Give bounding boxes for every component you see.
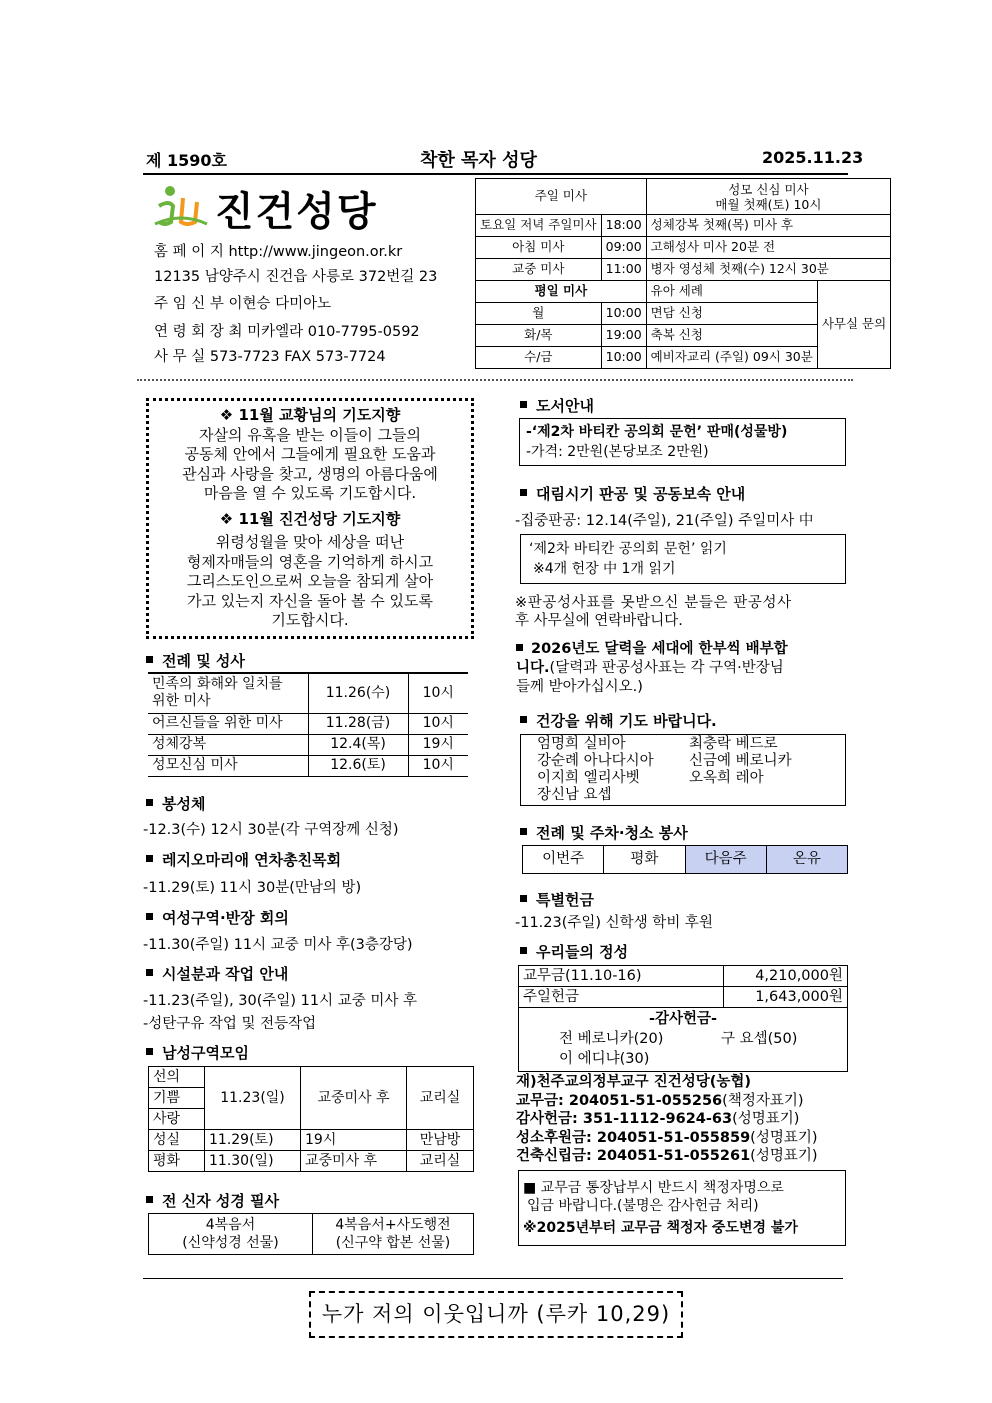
- bank-account: 건축신립금: 204051-51-055261: [516, 1148, 751, 1165]
- calendar-line-lead: 니다.: [516, 660, 550, 676]
- books-box: [519, 418, 846, 466]
- finance-title: 우리들의 정성: [536, 943, 629, 961]
- bullet-square-icon: [520, 716, 527, 723]
- weekday-row-time: 19:00: [601, 325, 646, 347]
- mass-row-note: 병자 영성체 첫째(수) 12시 30분: [646, 259, 891, 281]
- confirm-mass-cell: [646, 179, 891, 215]
- finance-heading: [520, 941, 628, 962]
- calendar-line: [516, 640, 788, 659]
- liturgy-name-cell: [148, 673, 308, 713]
- eucharist-title: 봉성체: [162, 795, 206, 813]
- prayer-line: 형제자매들의 영혼을 기억하게 하시고: [186, 552, 434, 571]
- prayer-intention-box: [146, 398, 474, 639]
- finance-amount: 1,643,000원: [724, 987, 848, 1008]
- health-name: 최충락 베드로: [689, 736, 778, 752]
- bullet-square-icon: [146, 799, 153, 806]
- liturgy-name: 어르신들을 위한 미사: [148, 713, 308, 734]
- weekday-row-note: 축복 신청: [646, 325, 817, 347]
- prayer-title-parish: ❖ 11월 진건성당 기도지향: [219, 509, 401, 528]
- finance-label: 주일헌금: [519, 987, 724, 1008]
- footer-rule: [143, 1278, 843, 1279]
- legio-text: -11.29(토) 11시 30분(만남의 방): [143, 880, 362, 896]
- bank-line: [516, 1092, 818, 1111]
- bank-account-note: (책정자표기): [722, 1092, 804, 1109]
- women-title: 여성구역·반장 회의: [162, 909, 289, 927]
- service-cell: 평화: [604, 846, 685, 874]
- mass-row-name: 토요일 저녁 주일미사: [476, 215, 602, 237]
- thanks-name: 전 베로니카(20): [559, 1031, 664, 1047]
- health-title: 건강을 위해 기도 바랍니다.: [536, 712, 717, 730]
- women-text: -11.30(주일) 11시 교중 미사 후(3층강당): [143, 937, 413, 953]
- service-cell: 온유: [766, 846, 847, 874]
- bank-account: 교무금: 204051-51-055256: [516, 1092, 723, 1109]
- office-phone: 사 무 실 573-7723 FAX 573-7724: [154, 349, 386, 365]
- finance-table: [518, 965, 848, 1072]
- bank-info: [516, 1073, 818, 1166]
- mass-row-note: 성체강복 첫째(목) 미사 후: [646, 215, 891, 237]
- bullet-square-icon: [146, 656, 153, 663]
- health-row: [537, 736, 829, 753]
- facility-heading: [146, 963, 288, 984]
- liturgy-table: [148, 672, 468, 777]
- office-inquiry: 사무실 문의: [817, 281, 890, 369]
- calendar-line: [516, 659, 788, 678]
- notice-line: ※2025년부터 교무금 책정자 중도변경 불가: [523, 1220, 798, 1236]
- liturgy-name-cont: 위한 미사: [152, 693, 211, 710]
- liturgy-title: 전례 및 성사: [162, 652, 245, 670]
- calendar-line: 들께 받아가십시오.): [516, 679, 643, 695]
- health-name: 강순례 아나다시아: [537, 753, 654, 769]
- legio-title: 레지오마리애 연차총친목회: [162, 851, 342, 869]
- sunday-mass-title: 주일 미사: [476, 179, 647, 215]
- facility-title: 시설분과 작업 안내: [162, 965, 289, 983]
- health-row: [537, 787, 829, 804]
- prayer-line: 공동체 안에서 그들에게 필요한 도움과: [184, 445, 436, 463]
- health-row: [537, 753, 829, 770]
- finance-amount: 4,210,000원: [724, 966, 848, 987]
- parish-logo-icon: [153, 184, 209, 228]
- group-name: 기쁨: [149, 1088, 205, 1109]
- mass-row-name: 아침 미사: [476, 237, 602, 259]
- thanks-name: 구 요셉(50): [721, 1031, 798, 1047]
- bullet-square-icon: [146, 1048, 153, 1055]
- group-name: 사랑: [149, 1109, 205, 1130]
- prayer-line: 관심과 사랑을 찾고, 생명의 아름다움에: [182, 464, 438, 483]
- books-line: [526, 422, 839, 442]
- pastor: 주 임 신 부 이현승 다미아노: [154, 296, 332, 312]
- notice-line: 입금 바랍니다.(불명은 감사헌금 처리): [527, 1198, 759, 1214]
- mass-row-time: 11:00: [601, 259, 646, 281]
- homepage: 홈 페 이 지 http://www.jingeon.or.kr: [154, 244, 403, 260]
- issue-date: 2025.11.23: [762, 148, 864, 167]
- service-cell: 다음주: [685, 846, 766, 874]
- special-offering-title: 특별헌금: [536, 891, 594, 909]
- bullet-square-icon: [516, 644, 523, 651]
- group-time: 교중미사 후: [301, 1067, 407, 1130]
- weekday-row-time: 10:00: [601, 347, 646, 369]
- council-head: 연 령 회 장 최 미카엘라 010-7795-0592: [154, 324, 420, 340]
- group-date: 11.30(일): [205, 1151, 301, 1172]
- service-cell: 이번주: [523, 846, 604, 874]
- service-title: 전례 및 주차·청소 봉사: [536, 824, 688, 842]
- advent-line: -집중판공: 12.14(주일), 21(주일) 주일미사 中: [515, 513, 814, 529]
- liturgy-date: 11.26(수): [308, 673, 408, 713]
- men-title: 남성구역모임: [162, 1044, 249, 1062]
- group-time: 교중미사 후: [301, 1151, 407, 1172]
- health-name: 엄명희 실비아: [537, 736, 626, 752]
- advent-note: ※판공성사표를 못받으신 분들은 판공성사: [515, 595, 792, 611]
- mass-row-time: 18:00: [601, 215, 646, 237]
- bank-account-note: (성명표기): [750, 1148, 818, 1165]
- bible-title: 전 신자 성경 필사: [162, 1192, 280, 1210]
- legio-heading: [146, 849, 341, 870]
- advent-box-line: ※4개 헌장 中 1개 읽기: [533, 561, 676, 577]
- mass-row-name: 교중 미사: [476, 259, 602, 281]
- section-divider: [137, 379, 853, 381]
- advent-title: 대림시기 판공 및 공동보속 안내: [536, 485, 746, 503]
- gospel-verse-box: [309, 1291, 683, 1338]
- bank-account-note: (성명표기): [750, 1129, 818, 1146]
- liturgy-date: 12.6(토): [308, 755, 408, 776]
- calendar-line-text: 2026년도 달력을 세대에 한부씩 배부합: [531, 641, 788, 657]
- men-heading: [146, 1042, 249, 1063]
- group-date: 11.29(토): [205, 1130, 301, 1151]
- group-place: 만남방: [407, 1130, 474, 1151]
- mass-row-time: 09:00: [601, 237, 646, 259]
- bible-option-label: 4복음서+사도행전: [335, 1216, 451, 1233]
- prayer-line: 위령성월을 맞아 세상을 떠난: [215, 533, 405, 551]
- group-date: 11.23(일): [205, 1067, 301, 1130]
- thanks-title: -감사헌금-: [648, 1011, 718, 1027]
- liturgy-name: 성체강복: [148, 734, 308, 755]
- eucharist-heading: [146, 793, 205, 814]
- thanks-row: [523, 1029, 843, 1049]
- service-table: [522, 845, 848, 874]
- bank-title: 재)천주교의정부교구 진건성당(농협): [516, 1074, 752, 1090]
- group-name: 선의: [149, 1067, 205, 1088]
- bank-line: [516, 1110, 818, 1129]
- prayer-line: 기도합시다.: [271, 611, 349, 629]
- confirm-mass-sub: 매월 첫째(토) 10시: [715, 196, 822, 212]
- prayer-line: 가고 있는지 자신을 돌아 볼 수 있도록: [187, 591, 433, 610]
- bullet-square-icon: [520, 895, 527, 902]
- liturgy-name: 민족의 화해와 일치를: [152, 676, 283, 693]
- bible-option-gift: (신약성경 선물): [182, 1235, 279, 1251]
- books-line: -가격: 2만원(본당보조 2만원): [526, 444, 709, 460]
- parish-motto: 착한 목자 성당: [420, 150, 537, 171]
- bank-account: 성소후원금: 204051-51-055859: [516, 1129, 751, 1146]
- weekday-row-day: 화/목: [476, 325, 602, 347]
- bible-option-2: [313, 1214, 474, 1255]
- books-title: 도서안내: [536, 397, 594, 415]
- group-place: 교리실: [407, 1151, 474, 1172]
- weekday-row-note: 면담 신청: [646, 303, 817, 325]
- bible-option-gift: (신구약 합본 선물): [335, 1235, 451, 1251]
- health-name: 신금예 베로니카: [689, 753, 792, 769]
- mass-row-note: 고해성사 미사 20분 전: [646, 237, 891, 259]
- thanks-offering-cell: [519, 1008, 848, 1072]
- liturgy-date: 12.4(목): [308, 734, 408, 755]
- address: 12135 남양주시 진건읍 사릉로 372번길 23: [154, 269, 438, 285]
- group-time: 19시: [301, 1130, 407, 1151]
- prayer-title-pope: ❖ 11월 교황님의 기도지향: [219, 406, 401, 424]
- issue-number: 제 1590호: [146, 151, 228, 170]
- bullet-square-icon: [520, 828, 527, 835]
- prayer-line: 그리스도인으로써 오늘을 참되게 살아: [186, 572, 434, 590]
- books-heading: [520, 395, 594, 416]
- header-rule: [143, 173, 848, 175]
- bullet-square-icon: [146, 855, 153, 862]
- mass-schedule-table: [475, 178, 891, 369]
- bullet-square-icon: [520, 947, 527, 954]
- notice-line: ■ 교무금 통장납부시 반드시 책정자명으로: [523, 1180, 784, 1196]
- weekday-mass-title: 평일 미사: [476, 281, 647, 303]
- calendar-line-note: (달력과 판공성사표는 각 구역·반장님: [549, 660, 784, 676]
- health-heading: [520, 710, 717, 731]
- bank-line: [516, 1129, 818, 1148]
- parish-name: 진건성당: [215, 189, 378, 235]
- special-offering-heading: [520, 889, 594, 910]
- bank-account-note: (성명표기): [732, 1111, 800, 1128]
- prayer-line: 자살의 유혹을 받는 이들이 그들의: [199, 425, 421, 444]
- group-name: 평화: [149, 1151, 205, 1172]
- bullet-square-icon: [146, 969, 153, 976]
- bible-heading: [146, 1190, 279, 1211]
- group-name: 성실: [149, 1130, 205, 1151]
- bible-option-1: [149, 1214, 313, 1255]
- facility-line: -11.23(주일), 30(주일) 11시 교중 미사 후: [143, 993, 417, 1009]
- bullet-square-icon: [520, 401, 527, 408]
- weekday-row-note: 예비자교리 (주일) 09시 30분: [646, 347, 817, 369]
- health-row: [537, 770, 829, 787]
- health-name: 장신남 요셉: [537, 787, 612, 803]
- advent-box: [520, 534, 846, 584]
- women-heading: [146, 907, 289, 928]
- liturgy-name: 성모신심 미사: [148, 755, 308, 776]
- men-group-table: [148, 1066, 474, 1172]
- advent-heading: [520, 483, 745, 504]
- books-line-text: -‘제2차 바티칸 공의회 문헌’ 판매(성물방): [526, 424, 788, 440]
- liturgy-heading: [146, 650, 245, 671]
- thanks-name: 이 에디냐(30): [559, 1051, 650, 1067]
- bullet-square-icon: [146, 913, 153, 920]
- bullet-square-icon: [146, 1196, 153, 1203]
- advent-box-line: ‘제2차 바티칸 공의회 문헌’ 읽기: [529, 541, 727, 557]
- health-name: 이지희 엘리사벳: [537, 770, 640, 786]
- gospel-verse: 누가 저의 이웃입니까 (루카 10,29): [321, 1302, 671, 1326]
- confirm-mass-title: 성모 신심 미사: [728, 181, 809, 197]
- bullet-square-icon: [520, 489, 527, 496]
- liturgy-date: 11.28(금): [308, 713, 408, 734]
- thanks-row: [523, 1049, 843, 1069]
- advent-note: 후 사무실에 연락바랍니다.: [515, 613, 683, 629]
- special-offering-text: -11.23(주일) 신학생 학비 후원: [515, 915, 713, 931]
- health-name: 오옥희 레아: [689, 770, 764, 786]
- weekday-row-day: 수/금: [476, 347, 602, 369]
- finance-label: 교무금(11.10-16): [519, 966, 724, 987]
- prayer-line: 마음을 열 수 있도록 기도합시다.: [203, 484, 417, 502]
- bible-table: [148, 1213, 474, 1255]
- weekday-row-day: 월: [476, 303, 602, 325]
- tithe-notice-box: [518, 1170, 846, 1246]
- health-box: [520, 734, 846, 806]
- facility-line: -성탄구유 작업 및 전등작업: [143, 1016, 317, 1032]
- bank-account: 감사헌금: 351-1112-9624-63: [516, 1111, 733, 1128]
- eucharist-text: -12.3(수) 12시 30분(각 구역장께 신청): [143, 822, 399, 838]
- infant-baptism: 유아 세례: [646, 281, 817, 303]
- bible-option-label: 4복음서: [205, 1216, 256, 1233]
- liturgy-time: 19시: [408, 734, 468, 755]
- service-heading: [520, 822, 688, 843]
- calendar-notice: [516, 640, 788, 697]
- liturgy-time: 10시: [408, 673, 468, 713]
- liturgy-time: 10시: [408, 755, 468, 776]
- liturgy-time: 10시: [408, 713, 468, 734]
- group-place: 교리실: [407, 1067, 474, 1130]
- weekday-row-time: 10:00: [601, 303, 646, 325]
- bank-line: [516, 1147, 818, 1166]
